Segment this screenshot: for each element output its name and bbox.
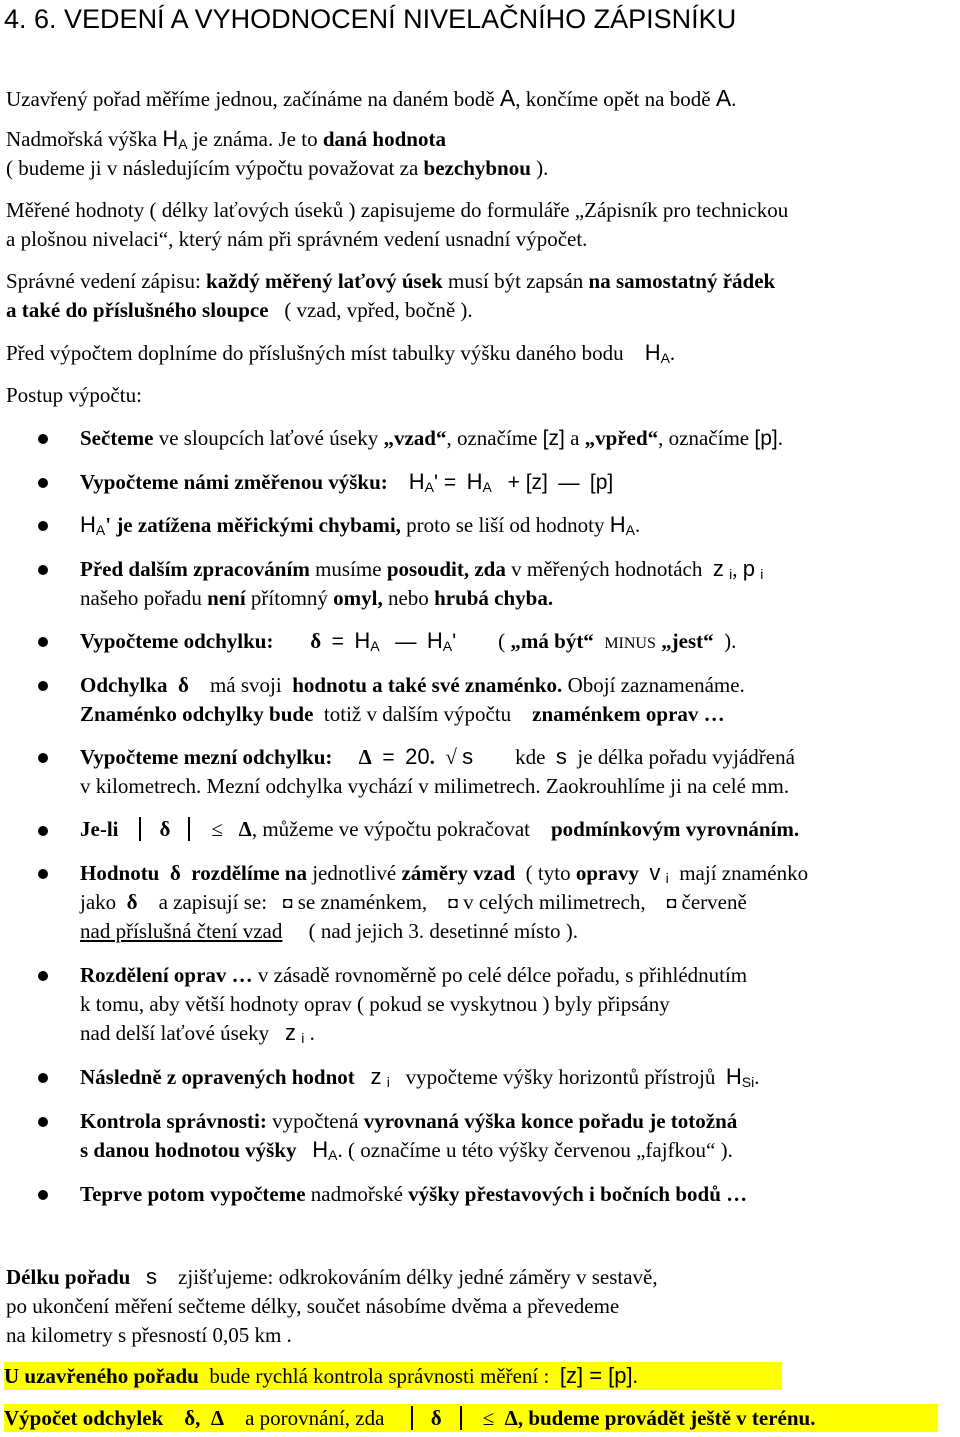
bullet-corrections-line-1: Rozdělení oprav … v zásadě rovnoměrně po celé délce pořadu, s přihlédnutím xyxy=(80,963,748,987)
intro-line-3: ( budeme ji v následujícím výpočtu považovat za bezchybnou ). xyxy=(6,156,549,180)
bullet-horizons: Následně z opravených hodnot z i vypočteme výšky horizontů přístrojů HSi. xyxy=(80,1064,760,1090)
bullet-distribute-line-1: Hodnotu δ rozdělíme na jednotlivé záměry vzad ( tyto opravy v i mají znaménko xyxy=(80,860,809,886)
intro-p4: Před výpočtem doplníme do příslušných míst tabulky výšku daného bodu HA. xyxy=(6,340,676,366)
absolute-value: δ xyxy=(411,1406,462,1430)
square-bullet-icon: ◘ xyxy=(666,895,677,912)
bullet-final: Teprve potom vypočteme nadmořské výšky přestavových i bočních bodů … xyxy=(80,1182,748,1206)
intro-p2-line-1: Měřené hodnoty ( délky laťových úseků ) zapisujeme do formuláře „Zápisník pro technickou xyxy=(6,198,789,222)
section-heading: 4. 6. VEDENÍ A VYHODNOCENÍ NIVELAČNÍHO ZÁPISNÍKU xyxy=(4,4,737,34)
bullet-dot xyxy=(38,869,48,879)
bullet-dot xyxy=(38,434,48,444)
bullet-dot xyxy=(38,826,48,836)
intro-p3-line-1: Správné vedení zápisu: každý měřený laťový úsek musí být zapsán na samostatný řádek xyxy=(6,269,776,293)
absolute-value: δ xyxy=(139,817,190,841)
bullet-corrections-line-3: nad delší laťové úseky z i . xyxy=(80,1020,315,1046)
bullet-dot xyxy=(38,753,48,763)
bullet-distribute-line-3: nad příslušná čtení vzad ( nad jejich 3. desetinné místo ). xyxy=(80,919,579,943)
square-bullet-icon: ◘ xyxy=(282,895,293,912)
intro-line-1: Uzavřený pořad měříme jednou, začínáme na daném bodě A, končíme opět na bodě A. xyxy=(6,85,737,111)
bullet-deviation: Vypočteme odchylku: δ = HA — HA' ( „má být“ MINUS „jest“ ). xyxy=(80,628,737,654)
bullet-measured-height: Vypočteme námi změřenou výšku: HA' = HA + [z] — [p] xyxy=(80,469,614,495)
square-bullet-icon: ◘ xyxy=(448,895,458,912)
intro-p2-line-2: a plošnou nivelaci“, který nám při správném vedení usnadní výpočet. xyxy=(6,227,588,251)
bullet-dot xyxy=(38,971,48,981)
bullet-dot xyxy=(38,681,48,691)
bullet-errors: HA' je zatížena měřickými chybami, proto se liší od hodnoty HA. xyxy=(80,512,641,538)
bullet-dot xyxy=(38,1190,48,1200)
bullet-deviation-sign-line-1: Odchylka δ má svoji hodnotu a také své znaménko. Obojí zaznamenáme. xyxy=(80,673,745,697)
bullet-check-blunders-line-2: našeho pořadu není přítomný omyl, nebo hrubá chyba. xyxy=(80,586,554,610)
bullet-deviation-sign-line-2: Znaménko odchylky bude totiž v dalším výpočtu znaménkem oprav … xyxy=(80,702,725,726)
bullet-dot xyxy=(38,1073,48,1083)
bullet-corrections-line-2: k tomu, aby větší hodnoty oprav ( pokud se vyskytnou ) byly připsány xyxy=(80,992,670,1016)
bullet-control-line-2: s danou hodnotou výšky HA. ( označíme u této výšky červenou „fajfkou“ ). xyxy=(80,1137,733,1163)
bullet-dot xyxy=(38,637,48,647)
footer-highlight-quick-check: U uzavřeného pořadu bude rychlá kontrola správnosti měření : [z] = [p]. xyxy=(4,1362,782,1390)
footer-highlight-field-check: Výpočet odchylek δ, Δ a porovnání, zda δ ≤ Δ, budeme provádět ještě v terénu. xyxy=(4,1404,938,1432)
footer-length-line-2: po ukončení měření sečteme délky, součet násobíme dvěma a převedeme xyxy=(6,1294,620,1318)
bullet-distribute-line-2: jako δ a zapisují se: ◘ se znaménkem, ◘ v celých milimetrech, ◘ červeně xyxy=(80,888,747,919)
bullet-dot xyxy=(38,565,48,575)
bullet-limit-deviation-line-1: Vypočteme mezní odchylku: Δ = 20. √ s kde s je délka pořadu vyjádřená xyxy=(80,744,795,769)
intro-p3-line-2: a také do příslušného sloupce ( vzad, vpřed, bočně ). xyxy=(6,298,473,322)
footer-length-line-3: na kilometry s přesností 0,05 km . xyxy=(6,1323,292,1347)
footer-length-line-1: Délku pořadu s zjišťujeme: odkrokováním délky jedné záměry v sestavě, xyxy=(6,1264,658,1289)
bullet-sum: Sečteme ve sloupcích laťové úseky „vzad“, označíme [z] a „vpřed“, označíme [p]. xyxy=(80,426,783,450)
bullet-condition: Je-li δ ≤ Δ, můžeme ve výpočtu pokračovat podmínkovým vyrovnáním. xyxy=(80,817,800,841)
bullet-dot xyxy=(38,1117,48,1127)
bullet-check-blunders-line-1: Před dalším zpracováním musíme posoudit, zda v měřených hodnotách z i, p i xyxy=(80,556,764,582)
bullet-dot xyxy=(38,478,48,488)
bullet-dot xyxy=(38,521,48,531)
intro-line-2: Nadmořská výška HA je známa. Je to daná hodnota xyxy=(6,126,446,152)
bullet-control-line-1: Kontrola správnosti: vypočtená vyrovnaná výška konce pořadu je totožná xyxy=(80,1109,738,1133)
bullet-limit-deviation-line-2: v kilometrech. Mezní odchylka vychází v milimetrech. Zaokrouhlíme ji na celé mm. xyxy=(80,774,790,798)
intro-p5: Postup výpočtu: xyxy=(6,383,142,407)
